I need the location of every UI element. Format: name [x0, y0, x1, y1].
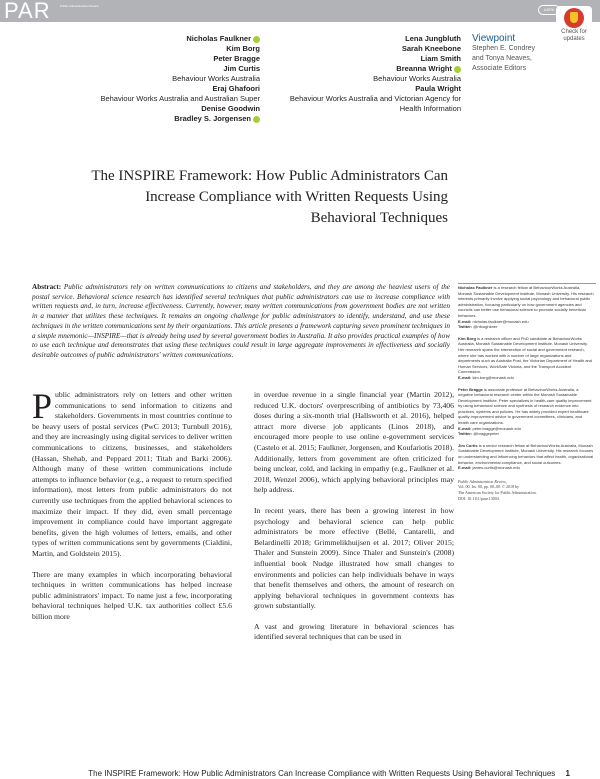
body-column-1 [32, 386, 232, 632]
bio-author-name: Peter Bragge [458, 386, 483, 392]
author-affiliation: Behaviour Works Australia and Victorian Agency for Health Information [289, 94, 461, 113]
author-list-left [30, 34, 260, 124]
bio-text: is a research fellow at BehaviourWorks Australia, Monash Sustainable Development Institute, Monash University. His research interests primarily involve applying social psychology and behavioral public administration, focusing particularly on how government agencies and councils can better use behavioral science to promote socially beneficial behaviors. [458, 285, 594, 318]
bio-text: is a senior research fellow at BehaviourWorks Australia, Monash Sustainable Development Institute, Monash University. His research focuses on understanding and influencing behaviors that affect health, organizational behavior, environmental compliance, and social outcomes. [458, 442, 594, 465]
viewpoint-editors-line-3: Associate Editors [472, 65, 527, 72]
sidebar-divider [458, 283, 596, 284]
journal-logo-subtitle: Public Administration Review [60, 4, 99, 8]
orcid-icon[interactable] [253, 116, 260, 123]
running-title: The INSPIRE Framework: How Public Administrators Can Increase Compliance with Written Requests Using Behavioral Techniques [88, 769, 556, 778]
author-list-middle [275, 34, 461, 114]
body-paragraph: In recent years, there has been a growing interest in how psychology and behavioral science can help public administrators be more effective (Bellé, Cantarelli, and Belardinelli 2018; Grimmelikhuijsen et al. 2017; Oliver 2015; Thaler and Sunstein 2009). Since Thaler and Sunstein's (2008) influential book Nudge illustrated how small changes to environments and policies can help individuals behave in ways that benefit themselves and others, the amount of research on applying behavioral techniques in government contexts has grown substantially. [254, 505, 454, 611]
twitter-handle[interactable]: @nfoughkner [473, 324, 498, 330]
author-name-text: Bradley S. Jorgensen [174, 114, 251, 123]
author-name-text: Peter Bragge [213, 54, 260, 63]
journal-society: The American Society for Public Administration. [458, 490, 537, 495]
email-label: E-mail: [458, 374, 472, 380]
twitter-label: Twitter: [458, 324, 473, 330]
bio-twitter[interactable] [458, 431, 594, 437]
author-name [275, 64, 461, 74]
page-number: 1 [565, 769, 570, 778]
author-name [275, 54, 461, 64]
paragraph-text: ublic administrators rely on letters and other written communications to send information to citizens and stakeholders. Governments in most countries continue to be heavy users of postal services (PwC 2013; Turnbull 2016), and they are increasingly using digital services to deliver written communications to citizens, businesses, and stakeholders (Hassan, Shehab, and Peppard 2011; Titah and Barki 2006). Although many of these written communications include attempts to influence behavior (e.g., a request to return specified information), most letters from public administrators do not currently use techniques from the applied behavioral sciences to maximize their impact. If they did, even small percentage improvement in compliance could have important aggregate benefits, given the high volumes of letters, emails, and other types of written communications sent by governments (Cialdini, Martin, and Goldstein 2015). [32, 390, 232, 558]
author-name-text: Lena Jungbluth [405, 34, 461, 43]
author-bio [458, 336, 594, 381]
article-title: The INSPIRE Framework: How Public Administrators Can Increase Compliance with Written Requests Using Behavioral Techniques [91, 168, 448, 226]
aspa-logo: ASPA [538, 5, 560, 15]
email-address[interactable]: kim.borg@monash.edu [472, 374, 514, 380]
page-footer [30, 769, 570, 778]
author-name [30, 104, 260, 114]
author-name-text: Eraj Ghafoori [212, 84, 260, 93]
author-name-text: Paula Wright [415, 84, 461, 93]
author-name-text: Sarah Kneebone [401, 44, 461, 53]
email-address[interactable]: james.curtis@monash.edu [472, 465, 520, 471]
author-name-text: Nicholas Faulkner [186, 34, 251, 43]
body-column-2 [254, 390, 454, 653]
author-name [275, 84, 461, 94]
body-paragraph: in overdue revenue in a single financial year (Martin 2012), reduced U.K. doctors' overprescribing of antibiotics by 73,406 doses during a six-month trial (Hallsworth et al. 2016), helped attract more diverse job applicants (Linos 2018), and encouraged more people to use online e-government services (Castelo et al. 2015; Faulkner, Jorgensen, and Koufariotis 2018). Additionally, letters from government are often criticized for being unclear, cold, and lacking in empathy (e.g., Faulkner et al. 2018, Wenzel 2006), which applying behavioral principles may help address. [254, 390, 454, 495]
abstract-text: Public administrators rely on written communications to citizens and stakeholders, and they are among the heaviest users of the postal service. Behavioral science research has identified several techniques that public administrators can use to increase compliance with written requests and, in turn, increase effectiveness. Currently, however, many written communications from government bodies are not written in a manner that utilizes these techniques. It remains an ongoing challenge for public administrators to identify, understand, and use these techniques in the written communications sent by their organizations. This article presents a framework capturing seven prominent techniques in a simple mnemonic—INSPIRE—that is already being used by several government bodies in Australia. It also provides practical examples of how to use each technique and demonstrates that using these techniques could result in large aggregate improvements in effectiveness and socially desirable outcomes of public administrators' written communications. [32, 283, 450, 359]
author-affiliation: Behaviour Works Australia [172, 74, 260, 83]
author-affiliation: Behaviour Works Australia and Australian Super [100, 94, 260, 103]
email-label: E-mail: [458, 425, 472, 431]
journal-volume: Vol. 00, Iss. 00, pp. 00–00. © 2018 by [458, 484, 519, 490]
journal-doi[interactable]: DOI: 10.1111/puar.13004. [458, 495, 500, 501]
abstract-label: Abstract: [32, 283, 62, 291]
drop-cap: P [32, 386, 53, 426]
author-name [275, 44, 461, 54]
twitter-label: Twitter: [458, 431, 473, 437]
email-label: E-mail: [458, 465, 472, 471]
author-name-text: Liam Smith [420, 54, 461, 63]
email-label: E-mail: [458, 318, 472, 324]
body-paragraph [32, 386, 232, 560]
author-name [30, 44, 260, 54]
viewpoint-editors-line-2: and Tonya Neaves, [472, 55, 532, 62]
email-address[interactable]: nicholas.faulkner@monash.edu [472, 318, 529, 324]
author-name [275, 34, 461, 44]
author-name-text: Denise Goodwin [201, 104, 260, 113]
author-bio [458, 387, 594, 437]
bio-text: is a research officer and PhD candidate at BehaviourWorks Australia, Monash Sustainable Development Institute, Monash University. Her research spans the intersection of social and government research, where she has worked with a number of large organizations and departments such as Australia Post, the Victorian Department of Health and Human Services, WorkSafe Victoria, and the Transport Accident Commission. [458, 335, 592, 375]
author-name [30, 84, 260, 94]
bio-author-name: Jim Curtis [458, 442, 478, 448]
check-updates-icon [564, 8, 584, 28]
author-name [30, 114, 260, 124]
journal-name: Public Administration Review, [458, 478, 507, 484]
author-bio [458, 285, 594, 330]
author-name [30, 64, 260, 74]
journal-logo: PAR [4, 0, 51, 23]
orcid-icon[interactable] [253, 36, 260, 43]
check-updates-label: Check for updates [561, 29, 587, 42]
bio-twitter[interactable] [458, 324, 594, 330]
bio-email[interactable] [458, 375, 594, 381]
email-address[interactable]: peter.bragge@monash.edu [472, 425, 522, 431]
bio-author-name: Nicholas Faulkner [458, 285, 493, 290]
author-name-text: Kim Borg [226, 44, 260, 53]
journal-header-bar [0, 0, 600, 22]
author-name-text: Breanna Wright [396, 64, 452, 73]
author-name [30, 54, 260, 64]
orcid-icon[interactable] [454, 66, 461, 73]
viewpoint-section-label [472, 33, 592, 74]
author-bio-sidebar [458, 285, 594, 501]
journal-citation [458, 479, 594, 501]
author-bio [458, 443, 594, 471]
body-paragraph: There are many examples in which incorporating behavioral techniques in written communications has helped increase public administrators' impact. To name just a few, incorporating behavioral techniques helped U.K. tax authorities collect £5.6 billion more [32, 569, 232, 621]
viewpoint-heading: Viewpoint [472, 33, 516, 44]
twitter-handle[interactable]: @braggepeter [473, 431, 499, 437]
author-name [30, 34, 260, 44]
bio-author-name: Kim Borg [458, 335, 476, 341]
viewpoint-editors-line-1: Stephen E. Condrey [472, 45, 536, 52]
body-paragraph: A vast and growing literature in behavioral sciences has identified several techniques that can be used in [254, 621, 454, 642]
bio-email[interactable] [458, 465, 594, 471]
author-affiliation: Behaviour Works Australia [373, 74, 461, 83]
author-name-text: Jim Curtis [223, 64, 260, 73]
abstract [32, 283, 450, 361]
bio-text: is associate professor at BehaviourWorks Australia, a negative behavioral research center within the Monash Sustainable Development Institute. Peter specializes in health-care quality improvement by using behavioral science and synthesis of research evidence into practices, systems and policies. He has widely provided expert healthcare quality improvement advice to government committees, clinicians, and health care organizations. [458, 386, 592, 426]
